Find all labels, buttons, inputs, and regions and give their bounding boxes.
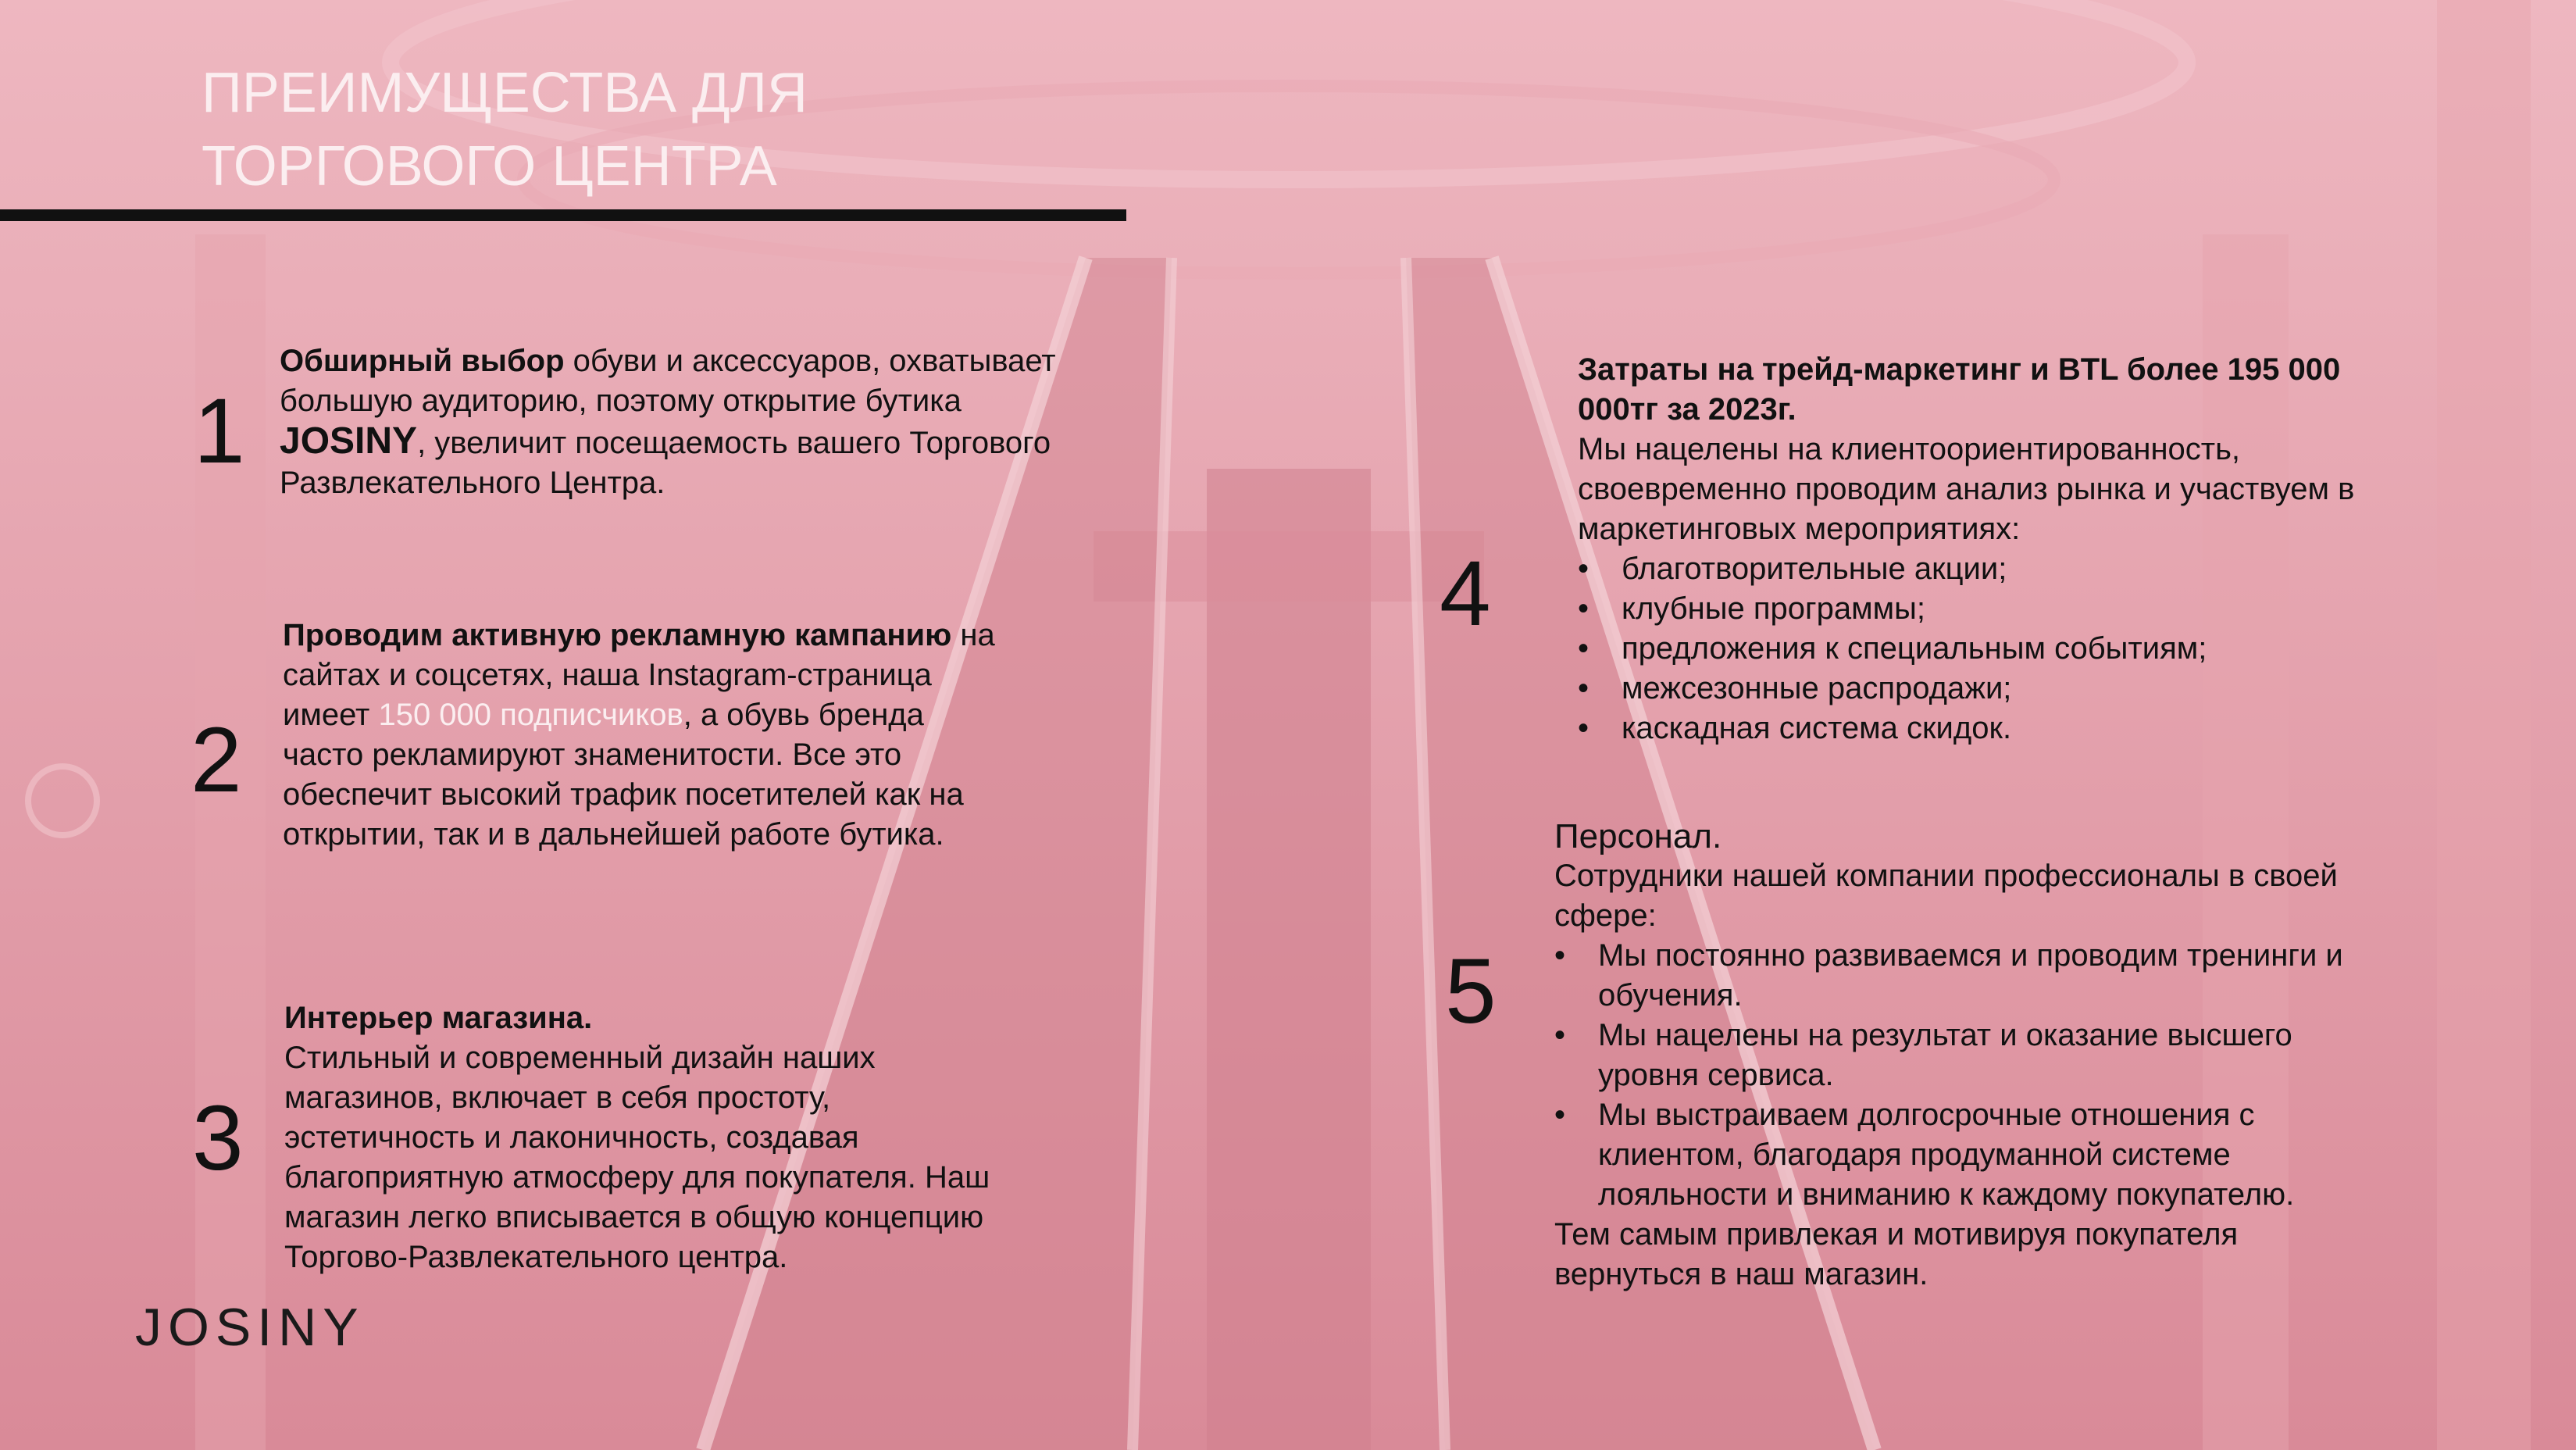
item-5-closing: Тем самым привлекая и мотивируя покупателя вернуться в наш магазин. (1554, 1217, 2239, 1291)
item-5-number: 5 (1445, 940, 1497, 1043)
item-5-heading: Персонал. (1554, 817, 1722, 855)
item-2-bold: Проводим активную рекламную кампанию (283, 618, 952, 652)
item-3-body: Стильный и современный дизайн наших магазинов, включает в себя простоту, эстетичность и лаконичность, создавая благоприятную атмосферу для покупателя. Наш магазин легко вписывается в общую концепцию Торгово-Развлекательного центра. (284, 1041, 990, 1274)
list-item: • Мы нацелены на результат и оказание высшего уровня сервиса. (1554, 1016, 2359, 1095)
item-4-bold: Затраты на трейд-маркетинг и BTL более 195 000 000тг за 2023г. (1578, 352, 2341, 427)
item-1-brand: JOSINY (280, 420, 418, 462)
item-5-body: Сотрудники нашей компании профессионалы в своей сфере: (1554, 859, 2338, 933)
item-5-bullet-list (1554, 936, 2359, 1215)
item-3-number: 3 (192, 1087, 244, 1190)
slide-title-line2: ТОРГОВОГО ЦЕНТРА (202, 135, 777, 198)
item-1-bold: Обширный выбор (280, 344, 565, 378)
item-1-text (280, 341, 1100, 503)
item-1-number: 1 (194, 380, 245, 483)
item-3-text (284, 998, 1003, 1277)
item-4-number: 4 (1440, 542, 1491, 645)
item-5-text (1554, 816, 2359, 1295)
item-4-body: Мы нацелены на клиентоориентированность, своевременно проводим анализ рынка и участвуем в маркетинговых мероприятиях: (1578, 432, 2355, 546)
item-2-text-a: на сайтах и соцсетях, наша Instagram-страница имеет (283, 618, 995, 732)
item-2-number: 2 (191, 709, 242, 812)
item-1-text-a: обуви и аксессуаров, охватывает большую аудиторию, поэтому открытие бутика (280, 344, 1056, 418)
list-item: • каскадная система скидок. (1578, 709, 2359, 748)
item-2-text-b: , а обувь бренда часто рекламируют знаменитости. Все это обеспечит высокий трафик посетителей как на открытии, так и в дальнейшей работе бутика. (283, 698, 964, 852)
list-item: • благотворительные акции; (1578, 549, 2359, 589)
item-2-highlight: 150 000 подписчиков (378, 698, 683, 732)
slide-title (202, 56, 1061, 203)
item-3-bold: Интерьер магазина. (284, 1001, 593, 1035)
list-item: • предложения к специальным событиям; (1578, 629, 2359, 669)
list-item: • Мы постоянно развиваемся и проводим тренинги и обучения. (1554, 936, 2359, 1016)
item-2-text (283, 616, 1013, 855)
brand-logo: JOSINY (135, 1298, 365, 1357)
item-1-text-b: , увеличит посещаемость вашего Торгового Развлекательного Центра. (280, 426, 1051, 500)
list-item: • межсезонные распродажи; (1578, 669, 2359, 709)
title-underline (0, 209, 1126, 221)
list-item: • клубные программы; (1578, 589, 2359, 629)
item-4-text (1578, 350, 2359, 748)
item-4-bullet-list (1578, 549, 2359, 748)
list-item: • Мы выстраиваем долгосрочные отношения с клиентом, благодаря продуманной системе лояльности и вниманию к каждому покупателю. (1554, 1095, 2359, 1215)
slide-title-line1: ПРЕИМУЩЕСТВА ДЛЯ (202, 62, 808, 124)
